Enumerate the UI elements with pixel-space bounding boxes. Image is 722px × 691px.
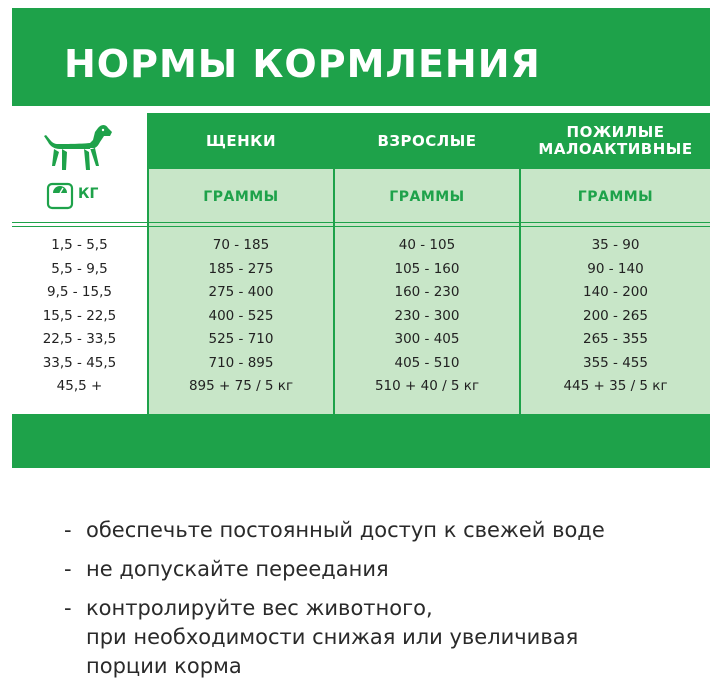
bullet-dash: - [64,518,72,542]
note-text: обеспечьте постоянный доступ к свежей воде [86,518,605,542]
senior-cell: 265 - 355 [583,331,648,347]
weight-cell: 1,5 - 5,5 [51,237,108,253]
table-row [12,284,710,308]
senior-unit-label: ГРАММЫ [577,189,654,205]
puppy-cell: 400 - 525 [208,307,274,324]
adult-unit-label: ГРАММЫ [389,189,465,205]
puppy-cell: 275 - 400 [208,284,274,300]
table-row [12,308,710,332]
table-row [12,331,710,355]
adult-cell: 40 - 105 [398,237,456,253]
adult-cell: 405 - 510 [394,354,460,371]
title-banner [12,8,710,106]
adult-cell: 300 - 405 [394,331,460,347]
puppy-column-header [149,113,333,169]
note-text: при необходимости снижая или увеличивая [86,625,579,649]
puppy-cell: 185 - 275 [208,260,274,277]
adult-cell: 510 + 40 / 5 кг [374,378,480,394]
feeding-rows [12,237,710,402]
senior-cell: 200 - 265 [583,307,648,324]
weight-unit-label: КГ [78,186,99,202]
bullet-dash: - [64,557,72,581]
senior-cell: 35 - 90 [591,237,640,253]
senior-cell: 355 - 455 [583,354,648,371]
puppy-cell: 525 - 710 [208,331,274,347]
senior-header-line2: МАЛОАКТИВНЫЕ [538,140,693,158]
footer-bar [12,414,710,468]
table-row [12,237,710,261]
puppy-unit-label: ГРАММЫ [203,189,279,205]
table-row [12,355,710,379]
weight-cell: 5,5 - 9,5 [51,260,108,277]
note-text: не допускайте переедания [86,557,389,581]
table-row [12,378,710,402]
page-title: НОРМЫ КОРМЛЕНИЯ [64,42,541,86]
senior-column-header [521,113,710,169]
list-item [64,516,704,545]
weight-cell: 33,5 - 45,5 [42,354,117,371]
puppy-cell: 710 - 895 [208,354,274,371]
note-text: контролируйте вес животного, [86,596,433,620]
senior-cell: 90 - 140 [587,260,644,277]
table-row [12,261,710,285]
adult-cell: 105 - 160 [394,260,460,277]
puppy-cell: 70 - 185 [212,237,270,253]
senior-header-line1: ПОЖИЛЫЕ [566,123,665,141]
senior-cell: 445 + 35 / 5 кг [563,378,668,394]
header-separator [12,226,710,227]
header-separator [12,222,710,223]
puppy-cell: 895 + 75 / 5 кг [188,378,294,394]
weight-cell: 22,5 - 33,5 [42,331,117,347]
weight-cell: 45,5 + [56,378,103,394]
scale-icon [46,182,74,210]
list-item [64,555,704,584]
puppy-header-text: ЩЕНКИ [206,131,276,150]
note-text: порции корма [86,654,242,678]
feeding-table-card [12,8,710,468]
adult-cell: 230 - 300 [394,307,460,324]
adult-cell: 160 - 230 [394,284,460,300]
dog-icon [40,122,114,180]
adult-column-header [335,113,519,169]
weight-cell: 9,5 - 15,5 [47,284,112,300]
list-item [64,594,704,681]
feeding-notes [64,516,704,691]
bullet-dash: - [64,596,72,620]
adult-header-text: ВЗРОСЛЫЕ [377,131,477,150]
senior-cell: 140 - 200 [583,284,648,300]
weight-cell: 15,5 - 22,5 [42,307,117,324]
